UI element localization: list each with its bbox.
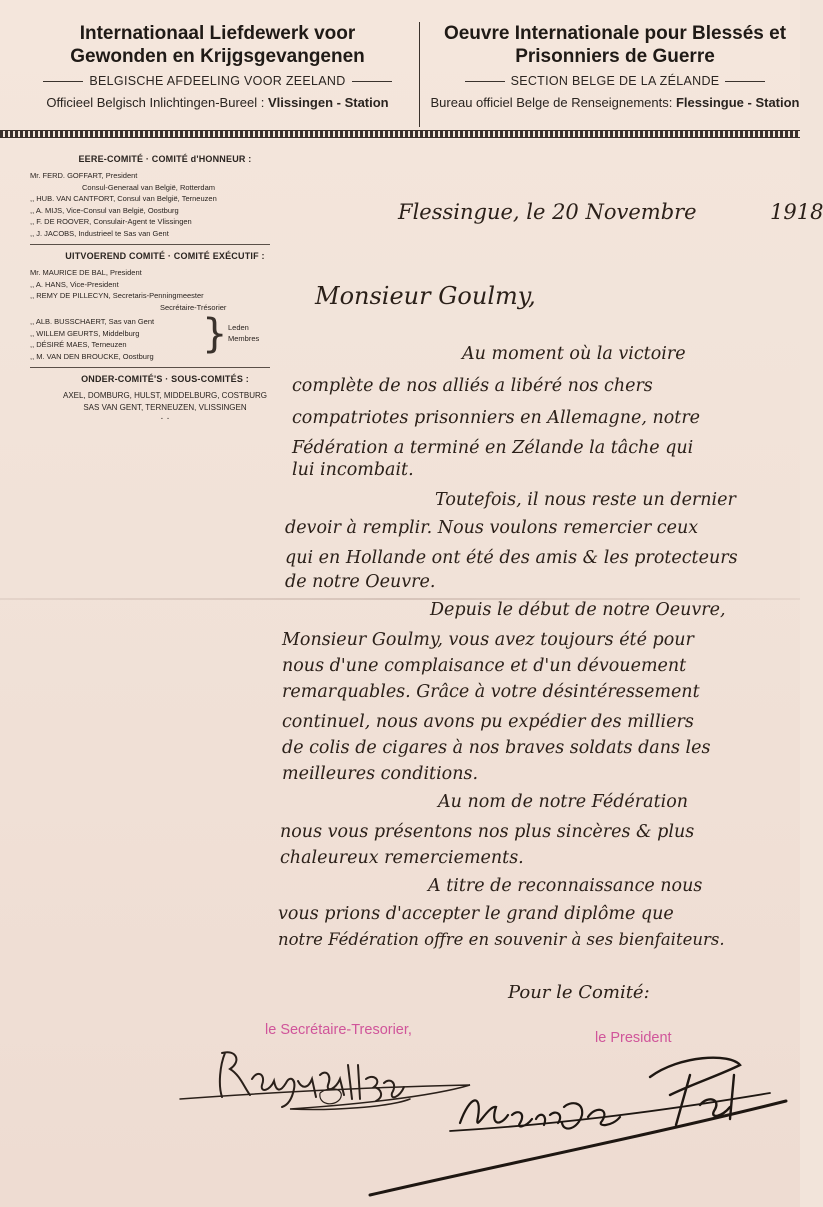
board-members-group [30,311,300,362]
sub-committee-heading: ONDER-COMITÉ'S · SOUS-COMITÉS : [81,374,249,384]
board-member: ,, WILLEM GEURTS, Middelburg [30,328,140,338]
letterhead-title-line1-fr: Oeuvre Internationale pour Blessés et [443,23,787,44]
committee-member [30,290,300,313]
member-title: Consul-Generaal van België, Rotterdam [82,182,215,192]
date-line [398,200,823,224]
letter-line: Depuis le début de notre Oeuvre, [430,600,726,620]
brace: } [202,311,228,357]
letter-line: de colis de cigares à nos braves soldats dans les [282,738,711,758]
letter-line: nous d'une complaisance et d'un dévouement [282,656,687,676]
letter-line: vous prions d'accepter le grand diplôme que [278,904,674,924]
letter-line: notre Fédération offre en souvenir à ses bienfaiteurs. [278,930,725,949]
letter-line: lui incombait. [292,460,414,480]
letterhead-section-text: BELGISCHE AFDEELING VOOR ZEELAND [89,74,346,88]
committee-member: ,, A. MIJS, Vice-Consul van België, Oostburg [30,205,179,215]
letter-line: Toutefois, il nous reste un dernier [435,490,736,510]
executive-committee-heading: UITVOEREND COMITÉ · COMITÉ EXÉCUTIF : [65,251,265,261]
letter-line: Au moment où la victoire [462,344,686,364]
date-place: Flessingue, le 20 Novembre [398,200,697,224]
letter-line: continuel, nous avons pu expédier des milliers [282,712,694,732]
letter-line: Fédération a terminé en Zélande la tâche qui [292,438,694,458]
office-prefix: Officieel Belgisch Inlichtingen-Bureel : [46,95,265,110]
letter-line: de notre Oeuvre. [285,572,436,592]
rule-right [725,81,765,82]
letterhead-office [20,95,415,110]
member-name: Mr. FERD. GOFFART, President [30,171,138,180]
office-place-fr: Flessingue - Station [675,95,800,110]
salutation: Monsieur Goulmy, [315,282,536,310]
rule-right [352,81,392,82]
board-label-membres: Membres [228,334,260,343]
letter-line: remarquables. Grâce à votre désintéressement [282,682,700,702]
board-member: ,, ALB. BUSSCHAERT, Sas van Gent [30,317,155,326]
committee-member: Mr. MAURICE DE BAL, President [30,268,142,277]
letterhead-title-line2: Gewonden en Krijgsgevangenen [70,46,365,67]
board-label-leden: Leden [228,323,249,332]
towns-line2: SAS VAN GENT, TERNEUZEN, VLISSINGEN [83,403,247,412]
office-place: Vlissingen - Station [268,95,389,110]
committee-list [30,152,300,424]
letterhead-section [20,74,415,88]
stamp-president: le President [595,1030,672,1046]
board-labels [228,322,259,344]
rule-left [465,81,505,82]
president-signature [350,1035,790,1207]
letterhead-divider [419,22,420,127]
ornament-dots: · · [160,413,170,424]
committee-member: ,, HUB. VAN CANTFORT, Consul van België, Terneuzen [30,194,217,203]
committee-member: ,, J. JACOBS, Industrieel te Sas van Gent [30,228,169,238]
committee-member: ,, F. DE ROOVER, Consulair-Agent te Vlissingen [30,217,192,226]
committee-separator [30,367,270,368]
date-year: 1918 [769,200,823,224]
honour-committee-heading: EERE-COMITÉ · COMITÉ d'HONNEUR : [78,154,252,164]
letter-line: complète de nos alliés a libéré nos chers [292,376,653,396]
board-member: ,, M. VAN DEN BROUCKE, Oostburg [30,351,154,361]
committee-separator [30,244,270,245]
letterhead-title-line2-fr: Prisonniers de Guerre [515,46,715,67]
board-member: ,, DÉSIRÉ MAES, Terneuzen [30,340,127,349]
letterhead-office-fr [425,95,805,110]
rule-left [43,81,83,82]
letter-line: Au nom de notre Fédération [438,792,689,812]
closing: Pour le Comité: [508,982,650,1003]
letter-line: Monsieur Goulmy, vous avez toujours été pour [282,630,694,650]
letter-line: nous vous présentons nos plus sincères & plus [280,822,695,842]
member-name: ,, REMY DE PILLECYN, Secretaris-Penningmeester [30,291,204,300]
letterhead-title-line1: Internationaal Liefdewerk voor [79,23,356,44]
letterhead-french [425,22,805,110]
letter-line: compatriotes prisonniers en Allemagne, notre [292,408,701,428]
letterhead-section-fr [425,74,805,88]
letter-line: chaleureux remerciements. [280,848,524,868]
committee-member: ,, A. HANS, Vice-President [30,279,119,289]
stamp-secretary: le Secrétaire-Tresorier, [265,1022,412,1038]
towns-line1: AXEL, DOMBURG, HULST, MIDDELBURG, COSTBURG [62,391,268,400]
letterhead-dutch [20,22,415,110]
committee-member [30,170,300,193]
letterhead-section-text-fr: SECTION BELGE DE LA ZÉLANDE [510,74,720,88]
letter-line: qui en Hollande ont été des amis & les protecteurs [285,548,738,568]
letterhead-border [0,130,800,138]
letter-line: meilleures conditions. [282,764,479,784]
letter-line: devoir à remplir. Nous voulons remercier ceux [285,518,699,538]
letter-line: A titre de reconnaissance nous [428,876,703,896]
office-prefix-fr: Bureau officiel Belge de Renseignements: [430,95,673,110]
member-title: Secrétaire-Trésorier [160,302,227,312]
